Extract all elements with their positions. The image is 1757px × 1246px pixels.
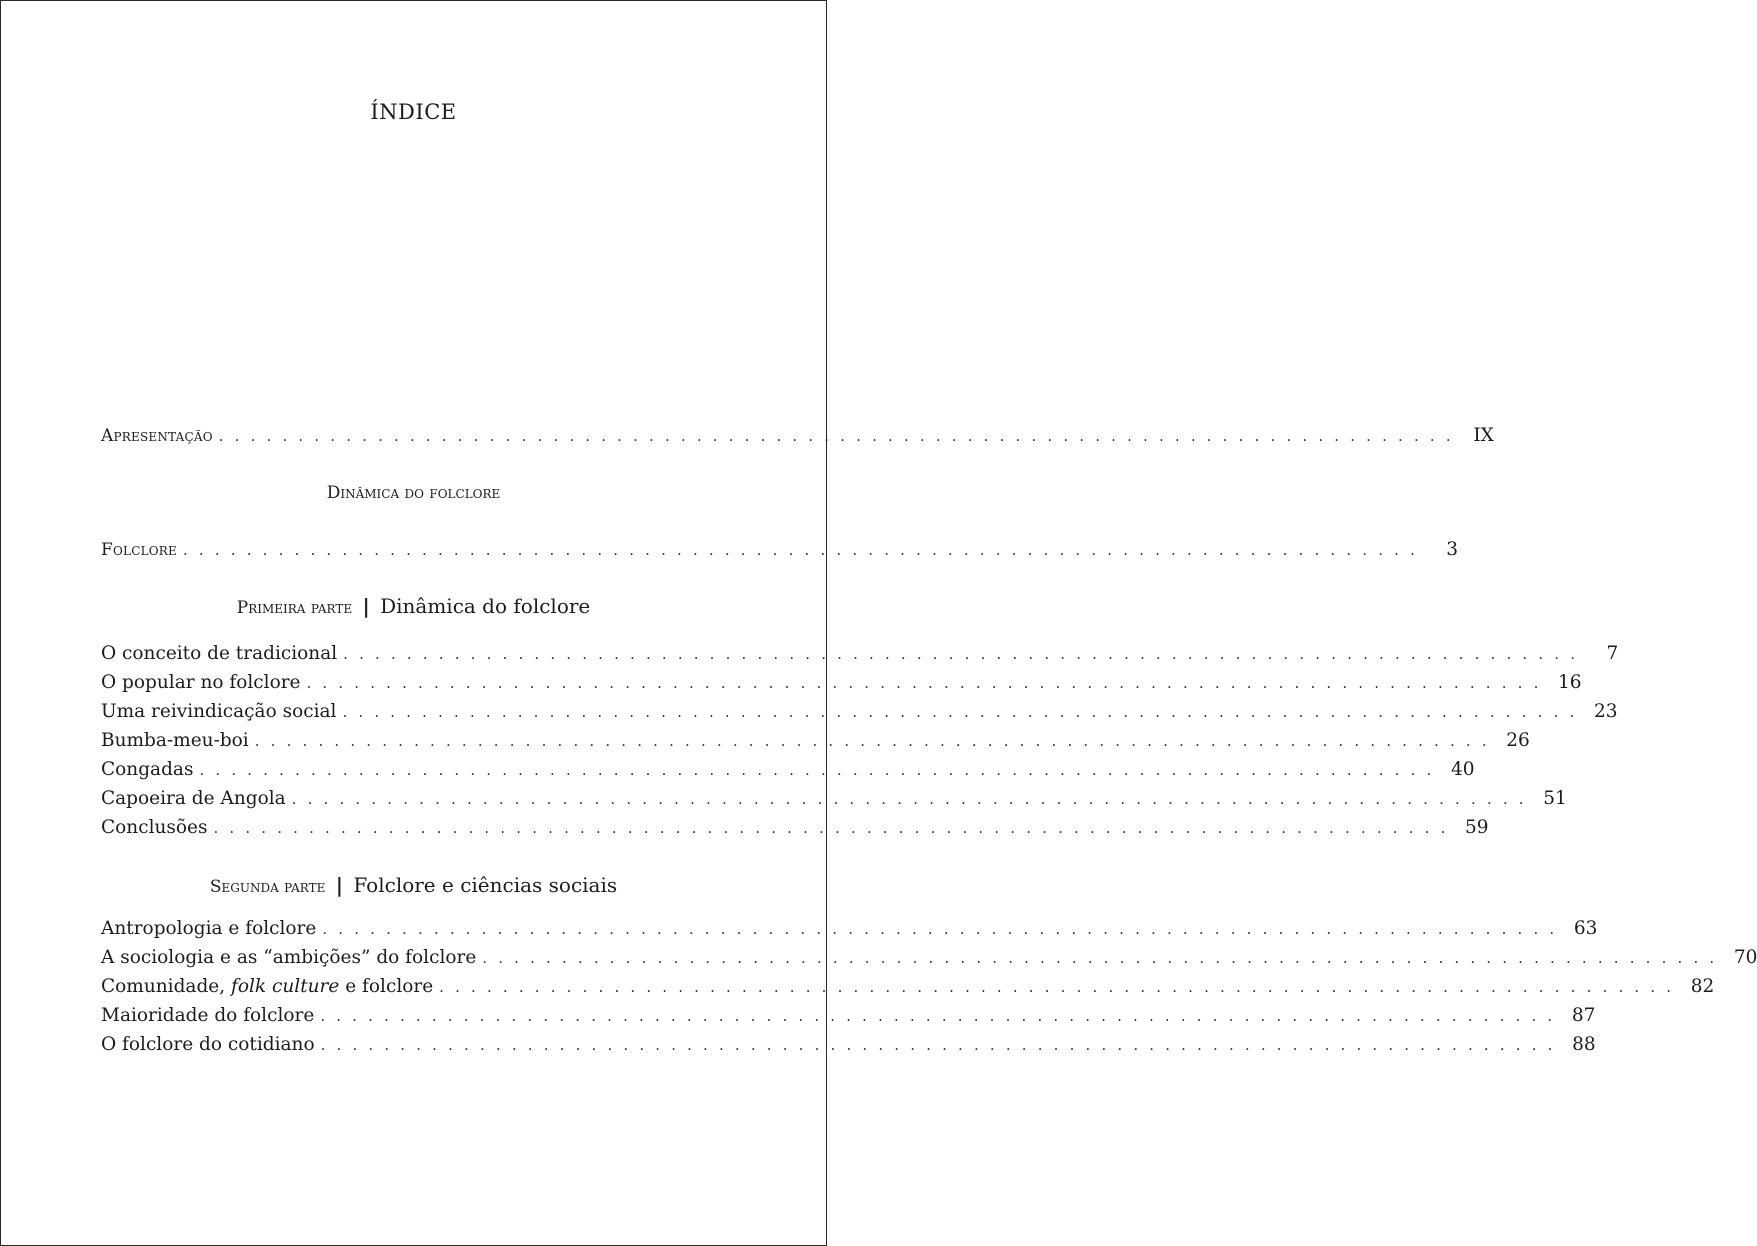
toc-entry-label: Bumba-meu-boi <box>101 730 249 751</box>
toc-entry-label <box>101 973 439 1001</box>
dot-leader: . . . . . . . . . . . . . . . . . . . . . . . . . . . . . . . . . . . . . . . . . . . . . . . . . . . . . . . . . . . . . . . . . . . . . . . . . . . . . . <box>439 978 1675 996</box>
toc-page-number: 16 <box>1558 672 1582 693</box>
toc-page-number: 40 <box>1450 759 1475 780</box>
toc-entry-label: Capoeira de Angola <box>101 788 286 809</box>
toc-entry-label: Folclore <box>101 540 177 560</box>
dot-leader: . . . . . . . . . . . . . . . . . . . . . . . . . . . . . . . . . . . . . . . . . . . . . . . . . . . . . . . . . . . . . . . . . . . . . . . . . . . . . . <box>183 541 1419 559</box>
part-title: Folclore e ciências sociais <box>353 873 618 897</box>
part-title: Dinâmica do folclore <box>380 594 591 618</box>
toc-page-number: IX <box>1473 425 1494 446</box>
dot-leader: . . . . . . . . . . . . . . . . . . . . . . . . . . . . . . . . . . . . . . . . . . . . . . . . . . . . . . . . . . . . . . . . . . . . . . . . . . . . . . <box>199 761 1435 779</box>
part-prefix: Primeira parte <box>236 598 353 618</box>
dot-leader: . . . . . . . . . . . . . . . . . . . . . . . . . . . . . . . . . . . . . . . . . . . . . . . . . . . . . . . . . . . . . . . . . . . . . . . . . . . . . . <box>320 1036 1556 1054</box>
toc-page-number: 59 <box>1465 817 1489 838</box>
toc-entry-label: O folclore do cotidiano <box>101 1034 315 1055</box>
toc-entry[interactable] <box>101 698 1618 726</box>
toc-entry[interactable] <box>101 915 1598 943</box>
toc-entry-label: O popular no folclore <box>101 672 301 693</box>
dot-leader: . . . . . . . . . . . . . . . . . . . . . . . . . . . . . . . . . . . . . . . . . . . . . . . . . . . . . . . . . . . . . . . . . . . . . . . . . . . . . . <box>218 427 1454 445</box>
toc-entry-label: Maioridade do folclore <box>101 1005 315 1026</box>
label-italic-text: folk culture <box>231 976 340 997</box>
toc-entry-label: Apresentação <box>101 426 213 446</box>
label-text: e folclore <box>339 976 434 997</box>
toc-page-number: 26 <box>1506 730 1530 751</box>
part-separator: | <box>362 594 370 618</box>
toc-entry[interactable] <box>101 756 1475 784</box>
dot-leader: . . . . . . . . . . . . . . . . . . . . . . . . . . . . . . . . . . . . . . . . . . . . . . . . . . . . . . . . . . . . . . . . . . . . . . . . . . . . . . <box>291 790 1527 808</box>
toc-page-number: 87 <box>1571 1005 1596 1026</box>
toc-page-number: 51 <box>1543 788 1567 809</box>
toc-page-number: 88 <box>1572 1034 1596 1055</box>
part-heading-primeira <box>0 592 827 622</box>
dot-leader: . . . . . . . . . . . . . . . . . . . . . . . . . . . . . . . . . . . . . . . . . . . . . . . . . . . . . . . . . . . . . . . . . . . . . . . . . . . . . . <box>343 645 1579 663</box>
toc-page-number: 63 <box>1573 918 1598 939</box>
toc-page-number: 3 <box>1446 539 1459 560</box>
toc-entry[interactable] <box>101 973 1715 1001</box>
toc-page-number: 82 <box>1690 976 1715 997</box>
dot-leader: . . . . . . . . . . . . . . . . . . . . . . . . . . . . . . . . . . . . . . . . . . . . . . . . . . . . . . . . . . . . . . . . . . . . . . . . . . . . . . <box>342 703 1578 721</box>
toc-entry[interactable] <box>101 944 1757 972</box>
toc-entry-label: A sociologia e as “ambições” do folclore <box>101 947 477 968</box>
page-frame <box>0 0 827 1246</box>
toc-entry-label: O conceito de tradicional <box>101 643 338 664</box>
part-prefix: Segunda parte <box>209 877 326 897</box>
section-heading-dinamica: Dinâmica do folclore <box>326 483 501 503</box>
label-text: Comunidade, <box>101 976 232 997</box>
part-separator: | <box>335 873 344 897</box>
toc-entry-folclore[interactable] <box>101 536 1459 564</box>
toc-entry[interactable] <box>101 814 1489 842</box>
toc-entry-label: Congadas <box>101 759 194 780</box>
toc-entry[interactable] <box>101 669 1582 697</box>
page-title: ÍNDICE <box>370 100 457 124</box>
toc-entry-apresentacao[interactable] <box>101 422 1494 450</box>
toc-entry[interactable] <box>101 727 1530 755</box>
dot-leader: . . . . . . . . . . . . . . . . . . . . . . . . . . . . . . . . . . . . . . . . . . . . . . . . . . . . . . . . . . . . . . . . . . . . . . . . . . . . . . <box>254 732 1490 750</box>
toc-entry[interactable] <box>101 1002 1596 1030</box>
toc-page-number: 23 <box>1593 701 1618 722</box>
toc-entry-label: Conclusões <box>101 817 208 838</box>
toc-entry-label: Antropologia e folclore <box>101 918 317 939</box>
dot-leader: . . . . . . . . . . . . . . . . . . . . . . . . . . . . . . . . . . . . . . . . . . . . . . . . . . . . . . . . . . . . . . . . . . . . . . . . . . . . . . <box>320 1007 1556 1025</box>
dot-leader: . . . . . . . . . . . . . . . . . . . . . . . . . . . . . . . . . . . . . . . . . . . . . . . . . . . . . . . . . . . . . . . . . . . . . . . . . . . . . . <box>322 920 1558 938</box>
toc-entry[interactable] <box>101 1031 1596 1059</box>
toc-entry[interactable] <box>101 785 1567 813</box>
toc-page-number: 70 <box>1733 947 1757 968</box>
dot-leader: . . . . . . . . . . . . . . . . . . . . . . . . . . . . . . . . . . . . . . . . . . . . . . . . . . . . . . . . . . . . . . . . . . . . . . . . . . . . . . <box>482 949 1718 967</box>
dot-leader: . . . . . . . . . . . . . . . . . . . . . . . . . . . . . . . . . . . . . . . . . . . . . . . . . . . . . . . . . . . . . . . . . . . . . . . . . . . . . . <box>213 819 1449 837</box>
toc-page-number: 7 <box>1606 643 1619 664</box>
toc-entry-label: Uma reivindicação social <box>101 701 337 722</box>
toc-entry[interactable] <box>101 640 1619 668</box>
dot-leader: . . . . . . . . . . . . . . . . . . . . . . . . . . . . . . . . . . . . . . . . . . . . . . . . . . . . . . . . . . . . . . . . . . . . . . . . . . . . . . <box>306 674 1542 692</box>
part-heading-segunda <box>0 871 827 901</box>
